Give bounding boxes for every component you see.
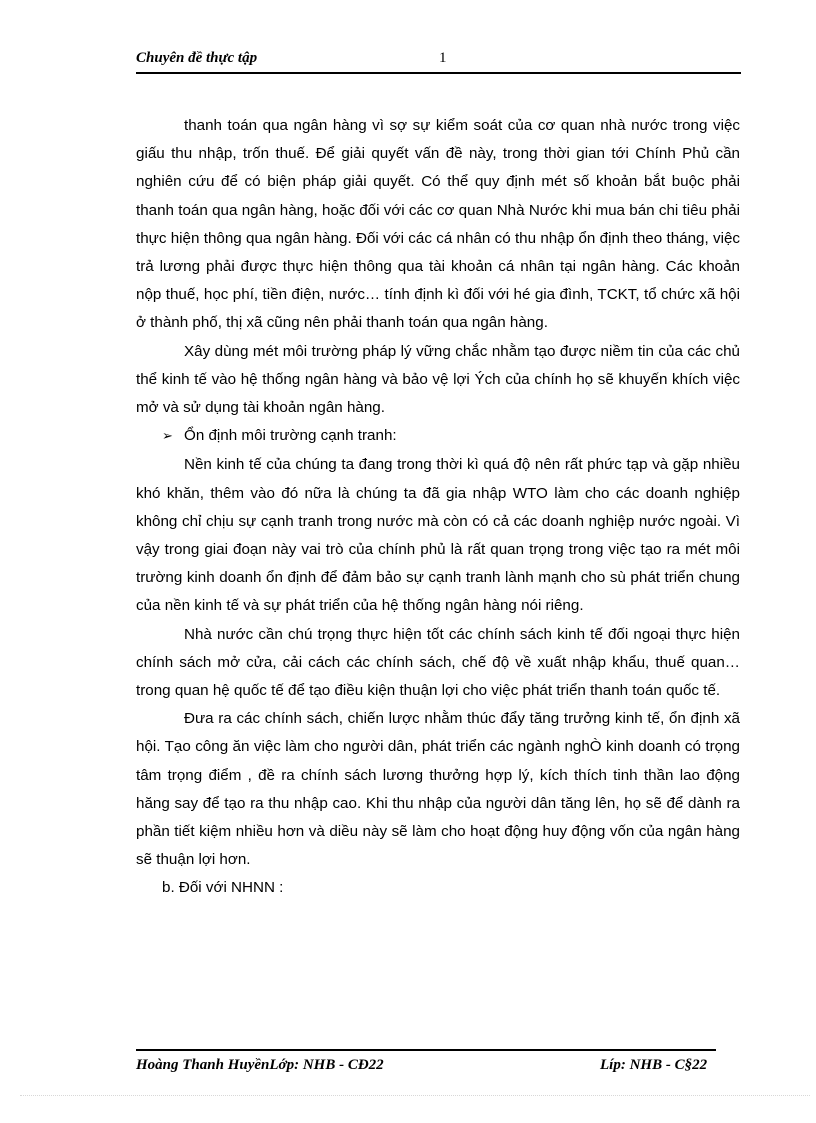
paragraph-economy: Nền kinh tế của chúng ta đang trong thời kì quá độ nên rất phức tạp và gặp nhiều khó khăn, thêm vào đó nữa là chúng ta đã gia nhập WTO làm cho các doanh nghiệp không chỉ chịu sự cạnh tranh trong nước mà còn có cả các doanh nghiệp nước ngoài. Vì vậy trong giai đoạn này vai trò của chính phủ là rất quan trọng trong việc tạo ra mét môi trường kinh doanh ổn định để đảm bảo sự cạnh tranh lành mạnh cho sù phát triển chung của nền kinh tế và sự phát triển của hệ thống ngân hàng nói riêng. (136, 456, 740, 615)
page-header (136, 48, 741, 74)
subheading-nhnn: b. Đối với NHNN : (162, 879, 284, 897)
body-text (136, 112, 740, 903)
arrow-bullet-icon: ➢ (162, 429, 173, 445)
bullet-competition (136, 422, 740, 451)
paragraph-payment: thanh toán qua ngân hàng vì sợ sự kiểm soát của cơ quan nhà nước trong việc giấu thu nhập, trốn thuế. Để giải quyết vấn đề này, trong thời gian tới Chính Phủ cần nghiên cứu để có biện pháp giải quyết. Có thể quy định mét số khoản bắt buộc phải thanh toán qua ngân hàng, hoặc đối với các cơ quan Nhà Nước khi mua bán chi tiêu phải thực hiện thông qua ngân hàng. Đối với các cá nhân có thu nhập ổn định theo tháng, việc trả lương phải được thực hiện thông qua tài khoản cá nhân tại ngân hàng. Các khoản nộp thuế, học phí, tiền điện, nước… tính định kì đối với hé gia đình, TCKT, tổ chức xã hội ở thành phố, thị xã cũng nên phải thanh toán qua ngân hàng. (136, 117, 740, 332)
footer-class-code: Líp: NHB - C§22 (600, 1057, 708, 1073)
footer-divider (136, 1049, 716, 1051)
header-page-number: 1 (439, 50, 447, 66)
paragraph-legal-environment: Xây dùng mét môi trường pháp lý vững chắc nhằm tạo được niềm tin của các chủ thể kinh tế vào hệ thống ngân hàng và bảo vệ lợi Ých của chính họ sẽ khuyến khích việc mở và sử dụng tài khoản ngân hàng. (136, 342, 740, 417)
paragraph-foreign-policy: Nhà nước cần chú trọng thực hiện tốt các chính sách kinh tế đối ngoại thực hiện chính sách mở cửa, cải cách các chính sách, chế độ về xuất nhập khẩu, thuế quan… trong quan hệ quốc tế để tạo điều kiện thuận lợi cho việc phát triển thanh toán quốc tế. (136, 625, 740, 700)
footer-author-class: Hoàng Thanh HuyềnLớp: NHB - CĐ22 (136, 1057, 384, 1073)
bullet-competition-text: Ổn định môi trường cạnh tranh: (184, 427, 397, 445)
page-bottom-edge (20, 1095, 810, 1096)
paragraph-growth: Đưa ra các chính sách, chiến lược nhằm thúc đẩy tăng trưởng kinh tế, ổn định xã hội. Tạo công ăn việc làm cho người dân, phát triển các ngành nghÒ kinh doanh có trọng tâm trọng điểm , đề ra chính sách lương thưởng hợp lý, kích thích tinh thần lao động hăng say để tạo ra thu nhập cao. Khi thu nhập của người dân tăng lên, họ sẽ để dành ra phần tiết kiệm nhiều hơn và diều này sẽ làm cho hoạt động huy động vốn của ngân hàng sẽ thuận lợi hơn. (136, 710, 740, 869)
header-title: Chuyên đề thực tập (136, 50, 258, 66)
